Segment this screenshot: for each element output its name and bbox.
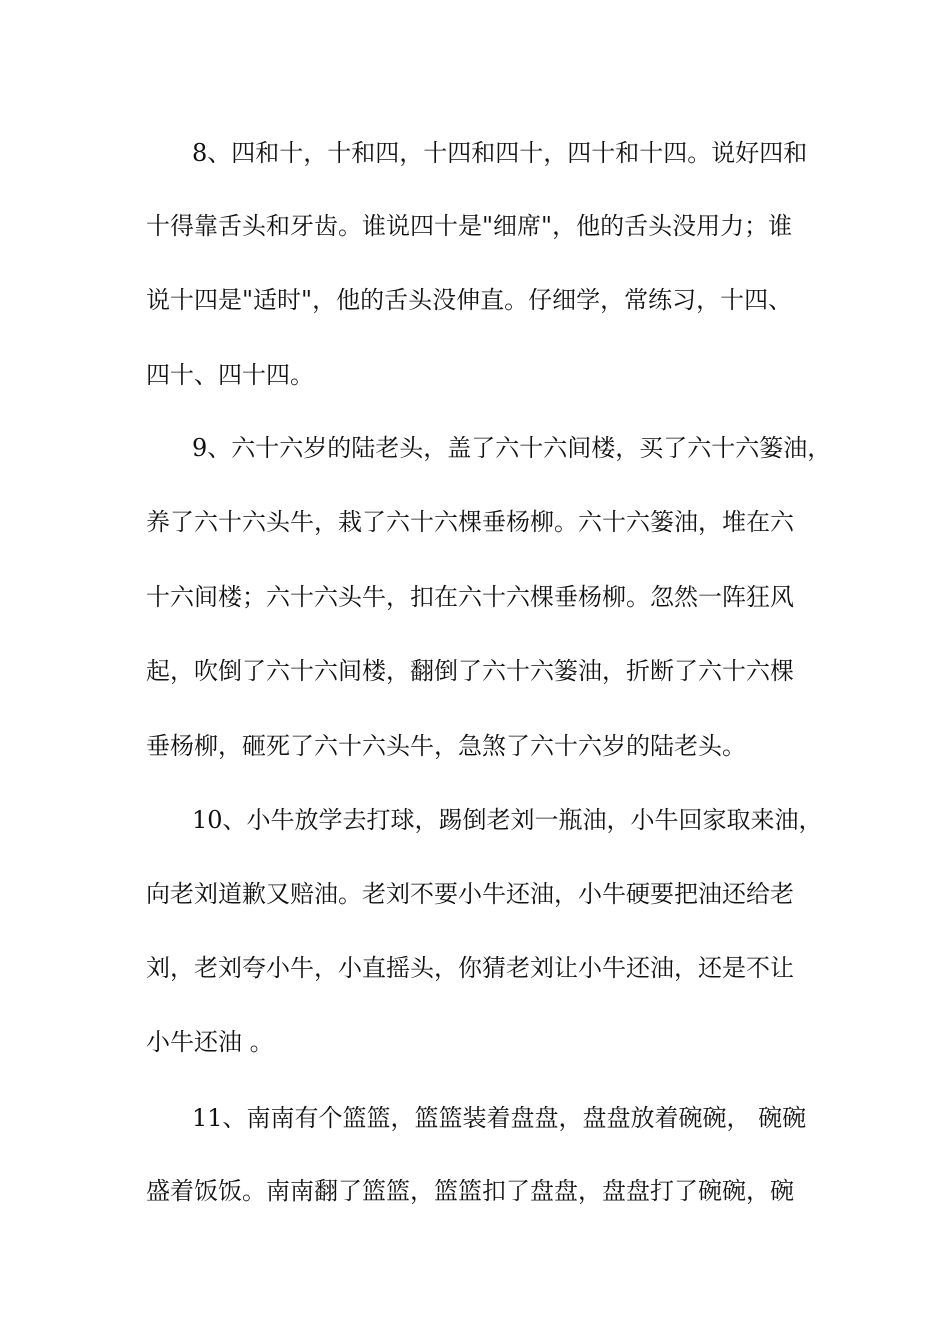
text-line: 说十四是"适时"，他的舌头没伸直。仔细学，常练习，十四、 [146, 286, 793, 314]
text-line: 十六间楼；六十六头牛，扣在六十六棵垂杨柳。忽然一阵狂风 [146, 583, 794, 611]
text-line: 刘，老刘夸小牛，小直摇头，你猜老刘让小牛还油，还是不让 [146, 954, 794, 982]
text-line: 10、小牛放学去打球，踢倒老刘一瓶油，小牛回家取来油， [192, 806, 823, 834]
text-line: 垂杨柳，砸死了六十六头牛，急煞了六十六岁的陆老头。 [146, 732, 746, 760]
text-line: 养了六十六头牛，栽了六十六棵垂杨柳。六十六篓油，堆在六 [146, 508, 794, 536]
text-line: 小牛还油 。 [146, 1028, 274, 1056]
text-line: 11、南南有个篮篮，篮篮装着盘盘，盘盘放着碗碗， 碗碗 [192, 1104, 807, 1132]
text-line: 8、四和十，十和四，十四和四十，四十和十四。说好四和 [192, 139, 808, 167]
text-line: 十得靠舌头和牙齿。谁说四十是"细席"，他的舌头没用力；谁 [146, 212, 793, 240]
text-line: 四十、四十四。 [146, 361, 314, 389]
text-line: 向老刘道歉又赔油。老刘不要小牛还油，小牛硬要把油还给老 [146, 880, 794, 908]
text-line: 9、六十六岁的陆老头，盖了六十六间楼，买了六十六篓油， [192, 434, 832, 462]
text-line: 盛着饭饭。南南翻了篮篮，篮篮扣了盘盘，盘盘打了碗碗，碗 [146, 1177, 794, 1205]
text-line: 起，吹倒了六十六间楼，翻倒了六十六篓油，折断了六十六棵 [146, 657, 794, 685]
